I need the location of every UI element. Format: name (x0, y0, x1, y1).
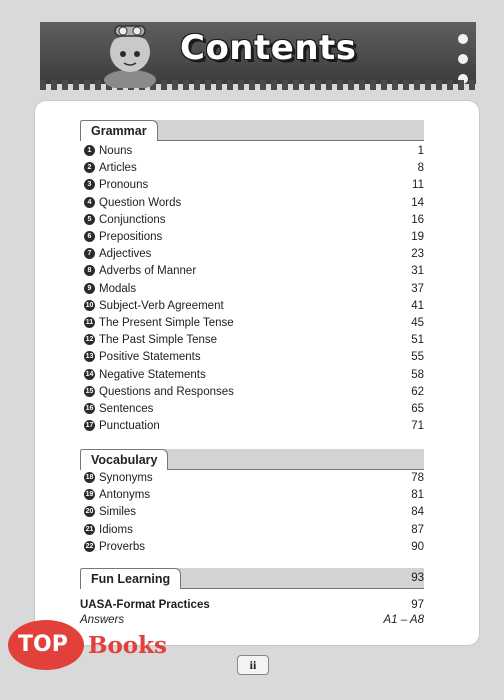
item-number-badge: 21 (85, 525, 94, 533)
item-number-badge: 6 (84, 231, 95, 242)
toc-row (84, 504, 424, 521)
watermark-badge (8, 620, 84, 670)
toc-label: Synonyms (99, 472, 153, 484)
toc-label: Idioms (99, 523, 133, 536)
toc-label: Pronouns (99, 179, 149, 192)
toc-label: Modals (99, 282, 137, 295)
page-number: ii (237, 655, 269, 675)
item-number-badge: 20 (85, 508, 94, 516)
toc-row (84, 212, 424, 229)
toc-row (84, 401, 424, 418)
item-number-badge: 14 (85, 370, 94, 378)
toc-page: 16 (411, 213, 424, 226)
section-title: Fun Learning (80, 568, 181, 589)
item-number-badge: 13 (85, 353, 94, 361)
toc-page: 62 (411, 385, 424, 398)
section-header-fun-learning (80, 568, 424, 589)
page-title: Contents (180, 28, 357, 68)
item-number-badge: 9 (84, 283, 95, 294)
section-title: Grammar (80, 120, 158, 141)
item-number-badge: 7 (84, 248, 95, 259)
toc-label: Sentences (99, 403, 154, 415)
toc-row-uasa (80, 597, 424, 613)
toc-label: Negative Statements (99, 368, 206, 381)
toc-row (84, 384, 424, 401)
toc-page: 1 (417, 145, 424, 157)
toc-label: Articles (99, 162, 137, 175)
toc-page: 71 (411, 420, 424, 433)
toc-row (84, 315, 424, 332)
toc-row (84, 263, 424, 280)
section-header-vocabulary (80, 449, 424, 470)
toc-page: 81 (411, 489, 424, 502)
binder-hole (458, 54, 468, 64)
item-number-badge: 19 (85, 491, 94, 499)
toc-page: 11 (412, 179, 424, 192)
toc-page: 93 (411, 572, 424, 584)
toc-page: 8 (417, 162, 424, 175)
binder-hole (458, 34, 468, 44)
item-number-badge: 15 (85, 387, 94, 395)
section-title: Vocabulary (80, 449, 168, 470)
toc-label: Adverbs of Manner (99, 265, 197, 278)
section-header-grammar (80, 120, 424, 141)
toc-row (84, 298, 424, 315)
toc-label: UASA-Format Practices (80, 599, 210, 611)
toc-label: Subject-Verb Agreement (99, 299, 224, 312)
toc-label: Prepositions (99, 231, 163, 243)
toc-page: 23 (411, 248, 424, 261)
item-number-badge: 4 (84, 197, 95, 208)
toc-label: Proverbs (99, 540, 146, 553)
toc-label: The Present Simple Tense (99, 317, 234, 329)
item-number-badge: 8 (84, 265, 95, 276)
toc-label: Question Words (99, 196, 182, 209)
toc-row (84, 418, 424, 435)
toc-page: 41 (411, 299, 424, 312)
toc-label: Nouns (99, 145, 133, 157)
toc-row (84, 281, 424, 298)
binder-hole (458, 74, 468, 84)
toc-page: 37 (411, 282, 424, 295)
toc-label: Punctuation (99, 420, 160, 433)
toc-page: 55 (411, 351, 424, 364)
toc-row (84, 487, 424, 504)
toc-page: 14 (411, 196, 424, 209)
toc-page: 51 (411, 334, 424, 347)
toc-label: Positive Statements (99, 351, 201, 364)
item-number-badge: 10 (85, 301, 94, 309)
item-number-badge: 11 (85, 319, 94, 326)
toc-row (84, 349, 424, 366)
item-number-badge: 12 (85, 336, 94, 344)
toc-row (84, 143, 424, 160)
toc-row (84, 539, 424, 556)
item-number-badge: 3 (84, 179, 95, 190)
toc-row (84, 195, 424, 212)
toc-label: Adjectives (99, 248, 152, 261)
toc-page: 97 (411, 599, 424, 611)
toc-page: 90 (411, 540, 424, 553)
watermark-books-text: Books (88, 632, 168, 659)
toc-label: The Past Simple Tense (99, 334, 218, 347)
toc-page: 78 (411, 472, 424, 484)
toc-row (84, 160, 424, 177)
toc-page: 87 (411, 523, 424, 536)
toc-row (84, 470, 424, 487)
toc-label: Answers (80, 614, 125, 626)
item-number-badge: 1 (84, 145, 95, 156)
toc-label: Antonyms (99, 489, 151, 502)
item-number-badge: 22 (85, 542, 94, 550)
toc-page: 58 (411, 368, 424, 381)
toc-row (84, 246, 424, 263)
toc-label: Questions and Responses (99, 385, 234, 398)
toc-page: 84 (411, 506, 424, 519)
toc-label: Conjunctions (99, 213, 166, 226)
toc-row (84, 229, 424, 246)
item-number-badge: 16 (85, 405, 94, 412)
toc-label: Similes (99, 506, 137, 519)
watermark-top-text: TOP (18, 632, 68, 657)
toc-page: A1 – A8 (383, 614, 424, 626)
item-number-badge: 18 (85, 474, 94, 481)
toc-row (84, 367, 424, 384)
item-number-badge: 17 (85, 422, 94, 430)
toc-row (84, 177, 424, 194)
item-number-badge: 5 (84, 214, 95, 225)
toc-page: 19 (411, 231, 424, 243)
item-number-badge: 2 (84, 162, 95, 173)
toc-row (84, 332, 424, 349)
toc-page: 65 (411, 403, 424, 415)
toc-page: 45 (411, 317, 424, 329)
toc-page: 31 (411, 265, 424, 278)
mascot-icon (98, 14, 162, 88)
topbooks-watermark (0, 614, 190, 676)
toc-row (84, 522, 424, 539)
